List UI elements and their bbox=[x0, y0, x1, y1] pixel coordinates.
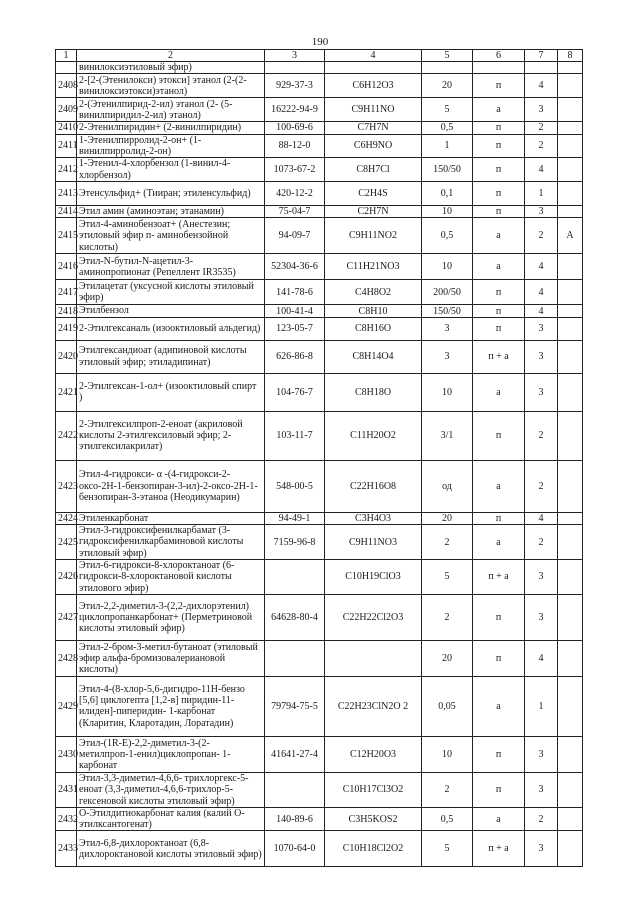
cas-number: 64628-80-4 bbox=[265, 594, 325, 640]
limit-value: 10 bbox=[422, 736, 473, 772]
substance-name: Этил-2,2-диметил-3-(2,2-дихлорэтенил) циклопропанкарбонат+ (Перметриновой кислоты этиловый эфир) bbox=[77, 594, 265, 640]
aggregate-form: п bbox=[473, 280, 525, 305]
header-row bbox=[56, 50, 583, 62]
cas-number: 626-86-8 bbox=[265, 340, 325, 373]
table-row bbox=[56, 772, 583, 807]
table-row bbox=[56, 411, 583, 460]
hazard-class: 4 bbox=[525, 158, 558, 182]
note bbox=[558, 98, 583, 122]
table-row bbox=[56, 280, 583, 305]
limit-value: 20 bbox=[422, 74, 473, 98]
hazard-class: 4 bbox=[525, 640, 558, 676]
limit-value: 3/1 bbox=[422, 411, 473, 460]
chemical-formula: C22H23ClN2O 2 bbox=[325, 676, 422, 736]
hazard-class: 2 bbox=[525, 525, 558, 560]
substance-number: 2421 bbox=[56, 373, 77, 411]
limit-value: 0,5 bbox=[422, 218, 473, 254]
substance-name: Этилацетат (уксусной кислоты этиловый эфир) bbox=[77, 280, 265, 305]
note bbox=[558, 305, 583, 317]
substance-number: 2415 bbox=[56, 218, 77, 254]
substance-number: 2416 bbox=[56, 254, 77, 280]
substance-number: 2414 bbox=[56, 206, 77, 218]
note bbox=[558, 317, 583, 340]
substance-name: Этил-6-гидрокси-8-хлороктаноат (6-гидрокси-8-хлороктановой кислоты этилового эфир) bbox=[77, 559, 265, 594]
note bbox=[558, 512, 583, 524]
substance-number: 2412 bbox=[56, 158, 77, 182]
header-col-8: 8 bbox=[558, 50, 583, 62]
limit-value: 5 bbox=[422, 831, 473, 867]
note bbox=[558, 158, 583, 182]
substances-table bbox=[55, 49, 583, 867]
substance-name: 2-Этилгексаналь (изооктиловый альдегид) bbox=[77, 317, 265, 340]
hazard-class: 3 bbox=[525, 772, 558, 807]
aggregate-form: а bbox=[473, 218, 525, 254]
cas-number bbox=[265, 62, 325, 74]
substance-number: 2413 bbox=[56, 182, 77, 206]
note bbox=[558, 594, 583, 640]
substance-number: 2427 bbox=[56, 594, 77, 640]
substance-name: 2-(Этенилпирид-2-ил) этанол (2- (5-винилпиридил-2-ил) этанол) bbox=[77, 98, 265, 122]
limit-value: 3 bbox=[422, 340, 473, 373]
substance-name: винилоксиэтиловый эфир) bbox=[77, 62, 265, 74]
substance-name: Этил амин (аминоэтан; этанамин) bbox=[77, 206, 265, 218]
limit-value: 2 bbox=[422, 772, 473, 807]
cas-number: 1070-64-0 bbox=[265, 831, 325, 867]
header-col-5: 5 bbox=[422, 50, 473, 62]
note bbox=[558, 74, 583, 98]
hazard-class: 4 bbox=[525, 305, 558, 317]
limit-value: 0,05 bbox=[422, 676, 473, 736]
substance-name: Этил-(1R-E)-2,2-диметил-3-(2-метилпроп-1-енил)циклопропан- 1-карбонат bbox=[77, 736, 265, 772]
cas-number: 75-04-7 bbox=[265, 206, 325, 218]
cas-number: 100-41-4 bbox=[265, 305, 325, 317]
aggregate-form: п bbox=[473, 512, 525, 524]
note bbox=[558, 772, 583, 807]
aggregate-form: а bbox=[473, 373, 525, 411]
cas-number: 123-05-7 bbox=[265, 317, 325, 340]
header-col-1: 1 bbox=[56, 50, 77, 62]
cas-number: 16222-94-9 bbox=[265, 98, 325, 122]
aggregate-form: п bbox=[473, 772, 525, 807]
table-row bbox=[56, 62, 583, 74]
cas-number: 52304-36-6 bbox=[265, 254, 325, 280]
note bbox=[558, 280, 583, 305]
hazard-class: 4 bbox=[525, 512, 558, 524]
substance-name: Этенсульфид+ (Тииран; этиленсульфид) bbox=[77, 182, 265, 206]
substance-number: 2429 bbox=[56, 676, 77, 736]
substance-number: 2425 bbox=[56, 525, 77, 560]
substance-number: 2432 bbox=[56, 807, 77, 831]
aggregate-form: п bbox=[473, 158, 525, 182]
substance-number: 2418 bbox=[56, 305, 77, 317]
note bbox=[558, 182, 583, 206]
substance-name: Этил-3,3-диметил-4,6,6- трихлоргекс-5-еноат (3,3-диметил-4,6,6-трихлор-5-гексеновой кислоты этиловый эфир) bbox=[77, 772, 265, 807]
substance-name: Этиленкарбонат bbox=[77, 512, 265, 524]
substance-number: 2431 bbox=[56, 772, 77, 807]
table-row bbox=[56, 218, 583, 254]
note bbox=[558, 122, 583, 134]
substance-number: 2408 bbox=[56, 74, 77, 98]
hazard-class: 3 bbox=[525, 206, 558, 218]
substance-name: 2-Этенилпиридин+ (2-винилпиридин) bbox=[77, 122, 265, 134]
table-row bbox=[56, 373, 583, 411]
note bbox=[558, 559, 583, 594]
aggregate-form: п bbox=[473, 182, 525, 206]
chemical-formula: C9H11NO2 bbox=[325, 218, 422, 254]
limit-value: 150/50 bbox=[422, 158, 473, 182]
limit-value: 20 bbox=[422, 512, 473, 524]
limit-value: 10 bbox=[422, 254, 473, 280]
hazard-class: 1 bbox=[525, 182, 558, 206]
note bbox=[558, 807, 583, 831]
substance-name: 1-Этенил-4-хлорбензол (1-винил-4-хлорбензол) bbox=[77, 158, 265, 182]
hazard-class: 3 bbox=[525, 340, 558, 373]
hazard-class: 4 bbox=[525, 280, 558, 305]
chemical-formula: C2H4S bbox=[325, 182, 422, 206]
note bbox=[558, 254, 583, 280]
aggregate-form: п + а bbox=[473, 340, 525, 373]
hazard-class: 2 bbox=[525, 218, 558, 254]
cas-number: 420-12-2 bbox=[265, 182, 325, 206]
substance-number: 2409 bbox=[56, 98, 77, 122]
chemical-formula bbox=[325, 640, 422, 676]
table-row bbox=[56, 98, 583, 122]
cas-number: 103-11-7 bbox=[265, 411, 325, 460]
table-body bbox=[56, 62, 583, 867]
chemical-formula: C8H10 bbox=[325, 305, 422, 317]
substance-number: 2424 bbox=[56, 512, 77, 524]
aggregate-form: а bbox=[473, 98, 525, 122]
table-row bbox=[56, 676, 583, 736]
note bbox=[558, 373, 583, 411]
cas-number bbox=[265, 559, 325, 594]
table-row bbox=[56, 134, 583, 158]
substance-name: Этил-4-аминобензоат+ (Анестезин; этиловый эфир п- аминобензойной кислоты) bbox=[77, 218, 265, 254]
limit-value: 2 bbox=[422, 525, 473, 560]
cas-number: 79794-75-5 bbox=[265, 676, 325, 736]
limit-value: 0,5 bbox=[422, 122, 473, 134]
substance-name: Этил-2-бром-3-метил-бутаноат (этиловый эфир альфа-бромизовалериановой кислоты) bbox=[77, 640, 265, 676]
substance-name: Этилбензол bbox=[77, 305, 265, 317]
substance-name: Этил-6,8-дихлороктаноат (6,8-дихлороктановой кислоты этиловый эфир) bbox=[77, 831, 265, 867]
limit-value: 1 bbox=[422, 134, 473, 158]
hazard-class: 3 bbox=[525, 559, 558, 594]
chemical-formula: C11H21NO3 bbox=[325, 254, 422, 280]
table-row bbox=[56, 512, 583, 524]
header-col-3: 3 bbox=[265, 50, 325, 62]
substance-number: 2423 bbox=[56, 460, 77, 512]
note bbox=[558, 340, 583, 373]
limit-value: 200/50 bbox=[422, 280, 473, 305]
aggregate-form: п bbox=[473, 411, 525, 460]
cas-number: 94-49-1 bbox=[265, 512, 325, 524]
chemical-formula: C3H4O3 bbox=[325, 512, 422, 524]
cas-number: 929-37-3 bbox=[265, 74, 325, 98]
limit-value: 0,1 bbox=[422, 182, 473, 206]
substance-name: 2-Этилгексилпроп-2-еноат (акриловой кислоты 2-этилгексиловый эфир; 2-этилгексилакрилат) bbox=[77, 411, 265, 460]
substance-number: 2430 bbox=[56, 736, 77, 772]
chemical-formula: C12H20O3 bbox=[325, 736, 422, 772]
substance-name: 1-Этенилпирролид-2-он+ (1-винилпирролид-2-он) bbox=[77, 134, 265, 158]
table-row bbox=[56, 206, 583, 218]
cas-number: 104-76-7 bbox=[265, 373, 325, 411]
note bbox=[558, 525, 583, 560]
cas-number: 88-12-0 bbox=[265, 134, 325, 158]
chemical-formula: C7H7N bbox=[325, 122, 422, 134]
aggregate-form: п bbox=[473, 594, 525, 640]
table-row bbox=[56, 736, 583, 772]
limit-value: 5 bbox=[422, 98, 473, 122]
chemical-formula: C8H14O4 bbox=[325, 340, 422, 373]
table-row bbox=[56, 74, 583, 98]
cas-number: 94-09-7 bbox=[265, 218, 325, 254]
hazard-class: 4 bbox=[525, 74, 558, 98]
table-row bbox=[56, 460, 583, 512]
note bbox=[558, 206, 583, 218]
chemical-formula: C8H18O bbox=[325, 373, 422, 411]
cas-number: 41641-27-4 bbox=[265, 736, 325, 772]
hazard-class: 2 bbox=[525, 122, 558, 134]
table-row bbox=[56, 594, 583, 640]
hazard-class: 3 bbox=[525, 98, 558, 122]
substance-number: 2426 bbox=[56, 559, 77, 594]
limit-value: 20 bbox=[422, 640, 473, 676]
chemical-formula: C4H8O2 bbox=[325, 280, 422, 305]
table-row bbox=[56, 182, 583, 206]
chemical-formula: C10H19ClO3 bbox=[325, 559, 422, 594]
substance-number: 2422 bbox=[56, 411, 77, 460]
hazard-class: 3 bbox=[525, 831, 558, 867]
aggregate-form: а bbox=[473, 525, 525, 560]
hazard-class: 2 bbox=[525, 411, 558, 460]
header-col-4: 4 bbox=[325, 50, 422, 62]
aggregate-form: п + а bbox=[473, 559, 525, 594]
limit-value: 10 bbox=[422, 373, 473, 411]
substance-number: 2410 bbox=[56, 122, 77, 134]
chemical-formula: C3H5KOS2 bbox=[325, 807, 422, 831]
cas-number: 548-00-5 bbox=[265, 460, 325, 512]
hazard-class: 3 bbox=[525, 373, 558, 411]
limit-value: 5 bbox=[422, 559, 473, 594]
chemical-formula: C22H16O8 bbox=[325, 460, 422, 512]
limit-value: 0,5 bbox=[422, 807, 473, 831]
chemical-formula bbox=[325, 62, 422, 74]
header-col-7: 7 bbox=[525, 50, 558, 62]
note bbox=[558, 134, 583, 158]
aggregate-form: а bbox=[473, 807, 525, 831]
cas-number: 100-69-6 bbox=[265, 122, 325, 134]
aggregate-form: п bbox=[473, 206, 525, 218]
chemical-formula: C22H22Cl2O3 bbox=[325, 594, 422, 640]
substance-number bbox=[56, 62, 77, 74]
limit-value: 10 bbox=[422, 206, 473, 218]
substance-name: 2-Этилгексан-1-ол+ (изооктиловый спирт ) bbox=[77, 373, 265, 411]
table-row bbox=[56, 158, 583, 182]
table-row bbox=[56, 559, 583, 594]
hazard-class: 3 bbox=[525, 736, 558, 772]
substance-number: 2411 bbox=[56, 134, 77, 158]
cas-number: 141-78-6 bbox=[265, 280, 325, 305]
hazard-class bbox=[525, 62, 558, 74]
cas-number: 140-89-6 bbox=[265, 807, 325, 831]
substance-name: Этилгександиоат (адипиновой кислоты этиловый эфир; этиладипинат) bbox=[77, 340, 265, 373]
header-col-6: 6 bbox=[473, 50, 525, 62]
substance-name: Этил-4-(8-хлор-5,6-дигидро-11Н-бензо [5,6] циклогепта [1,2-в] пиридин-11-илиден]-пиперидин- 1-карбонат (Кларитин, Кларотадин, Лоратадин) bbox=[77, 676, 265, 736]
chemical-formula: C2H7N bbox=[325, 206, 422, 218]
limit-value: 2 bbox=[422, 594, 473, 640]
limit-value: од bbox=[422, 460, 473, 512]
hazard-class: 2 bbox=[525, 134, 558, 158]
table-row bbox=[56, 305, 583, 317]
chemical-formula: C10H17Cl3O2 bbox=[325, 772, 422, 807]
aggregate-form: п bbox=[473, 305, 525, 317]
header-col-2: 2 bbox=[77, 50, 265, 62]
substance-number: 2417 bbox=[56, 280, 77, 305]
chemical-formula: C9H11NO bbox=[325, 98, 422, 122]
cas-number bbox=[265, 772, 325, 807]
chemical-formula: C6H12O3 bbox=[325, 74, 422, 98]
aggregate-form: а bbox=[473, 460, 525, 512]
chemical-formula: C10H18Cl2O2 bbox=[325, 831, 422, 867]
cas-number: 7159-96-8 bbox=[265, 525, 325, 560]
table-row bbox=[56, 340, 583, 373]
hazard-class: 2 bbox=[525, 807, 558, 831]
aggregate-form: п bbox=[473, 74, 525, 98]
substance-number: 2433 bbox=[56, 831, 77, 867]
note: А bbox=[558, 218, 583, 254]
substance-name: Этил-4-гидрокси- α -(4-гидрокси-2-оксо-2Н-1-бензопиран-3-ил)-2-оксо-2Н-1-бензопиран-3-этаноа (Неодикумарин) bbox=[77, 460, 265, 512]
hazard-class: 3 bbox=[525, 594, 558, 640]
chemical-formula: C8H7Cl bbox=[325, 158, 422, 182]
aggregate-form bbox=[473, 62, 525, 74]
chemical-formula: C6H9NO bbox=[325, 134, 422, 158]
table-row bbox=[56, 525, 583, 560]
aggregate-form: п bbox=[473, 640, 525, 676]
limit-value bbox=[422, 62, 473, 74]
table-row bbox=[56, 831, 583, 867]
substance-name: 2-[2-(Этенилокси) этокси] этанол (2-(2-винилоксиэтокси)этанол) bbox=[77, 74, 265, 98]
note bbox=[558, 676, 583, 736]
aggregate-form: п bbox=[473, 122, 525, 134]
substance-name: Этил-3-гидроксифенилкарбамат (3-гидроксифенилкарбаминовой кислоты этиловый эфир) bbox=[77, 525, 265, 560]
note bbox=[558, 460, 583, 512]
page-number: 190 bbox=[311, 36, 329, 48]
table-row bbox=[56, 122, 583, 134]
substance-number: 2420 bbox=[56, 340, 77, 373]
note bbox=[558, 736, 583, 772]
chemical-formula: C9H11NO3 bbox=[325, 525, 422, 560]
hazard-class: 2 bbox=[525, 460, 558, 512]
aggregate-form: п + а bbox=[473, 831, 525, 867]
note bbox=[558, 411, 583, 460]
aggregate-form: а bbox=[473, 676, 525, 736]
aggregate-form: п bbox=[473, 317, 525, 340]
hazard-class: 3 bbox=[525, 317, 558, 340]
table-row bbox=[56, 807, 583, 831]
note bbox=[558, 640, 583, 676]
table-row bbox=[56, 640, 583, 676]
table-row bbox=[56, 254, 583, 280]
limit-value: 150/50 bbox=[422, 305, 473, 317]
note bbox=[558, 62, 583, 74]
table-row bbox=[56, 317, 583, 340]
cas-number: 1073-67-2 bbox=[265, 158, 325, 182]
chemical-formula: C8H16O bbox=[325, 317, 422, 340]
aggregate-form: а bbox=[473, 254, 525, 280]
aggregate-form: п bbox=[473, 134, 525, 158]
hazard-class: 1 bbox=[525, 676, 558, 736]
cas-number bbox=[265, 640, 325, 676]
limit-value: 3 bbox=[422, 317, 473, 340]
chemical-formula: C11H20O2 bbox=[325, 411, 422, 460]
substance-number: 2428 bbox=[56, 640, 77, 676]
substance-name: О-Этилдитиокарбонат калия (калий О-этилксантогенат) bbox=[77, 807, 265, 831]
hazard-class: 4 bbox=[525, 254, 558, 280]
substance-name: Этил-N-бутил-N-ацетил-3-аминопропионат (Репеллент IR3535) bbox=[77, 254, 265, 280]
note bbox=[558, 831, 583, 867]
substance-number: 2419 bbox=[56, 317, 77, 340]
aggregate-form: п bbox=[473, 736, 525, 772]
